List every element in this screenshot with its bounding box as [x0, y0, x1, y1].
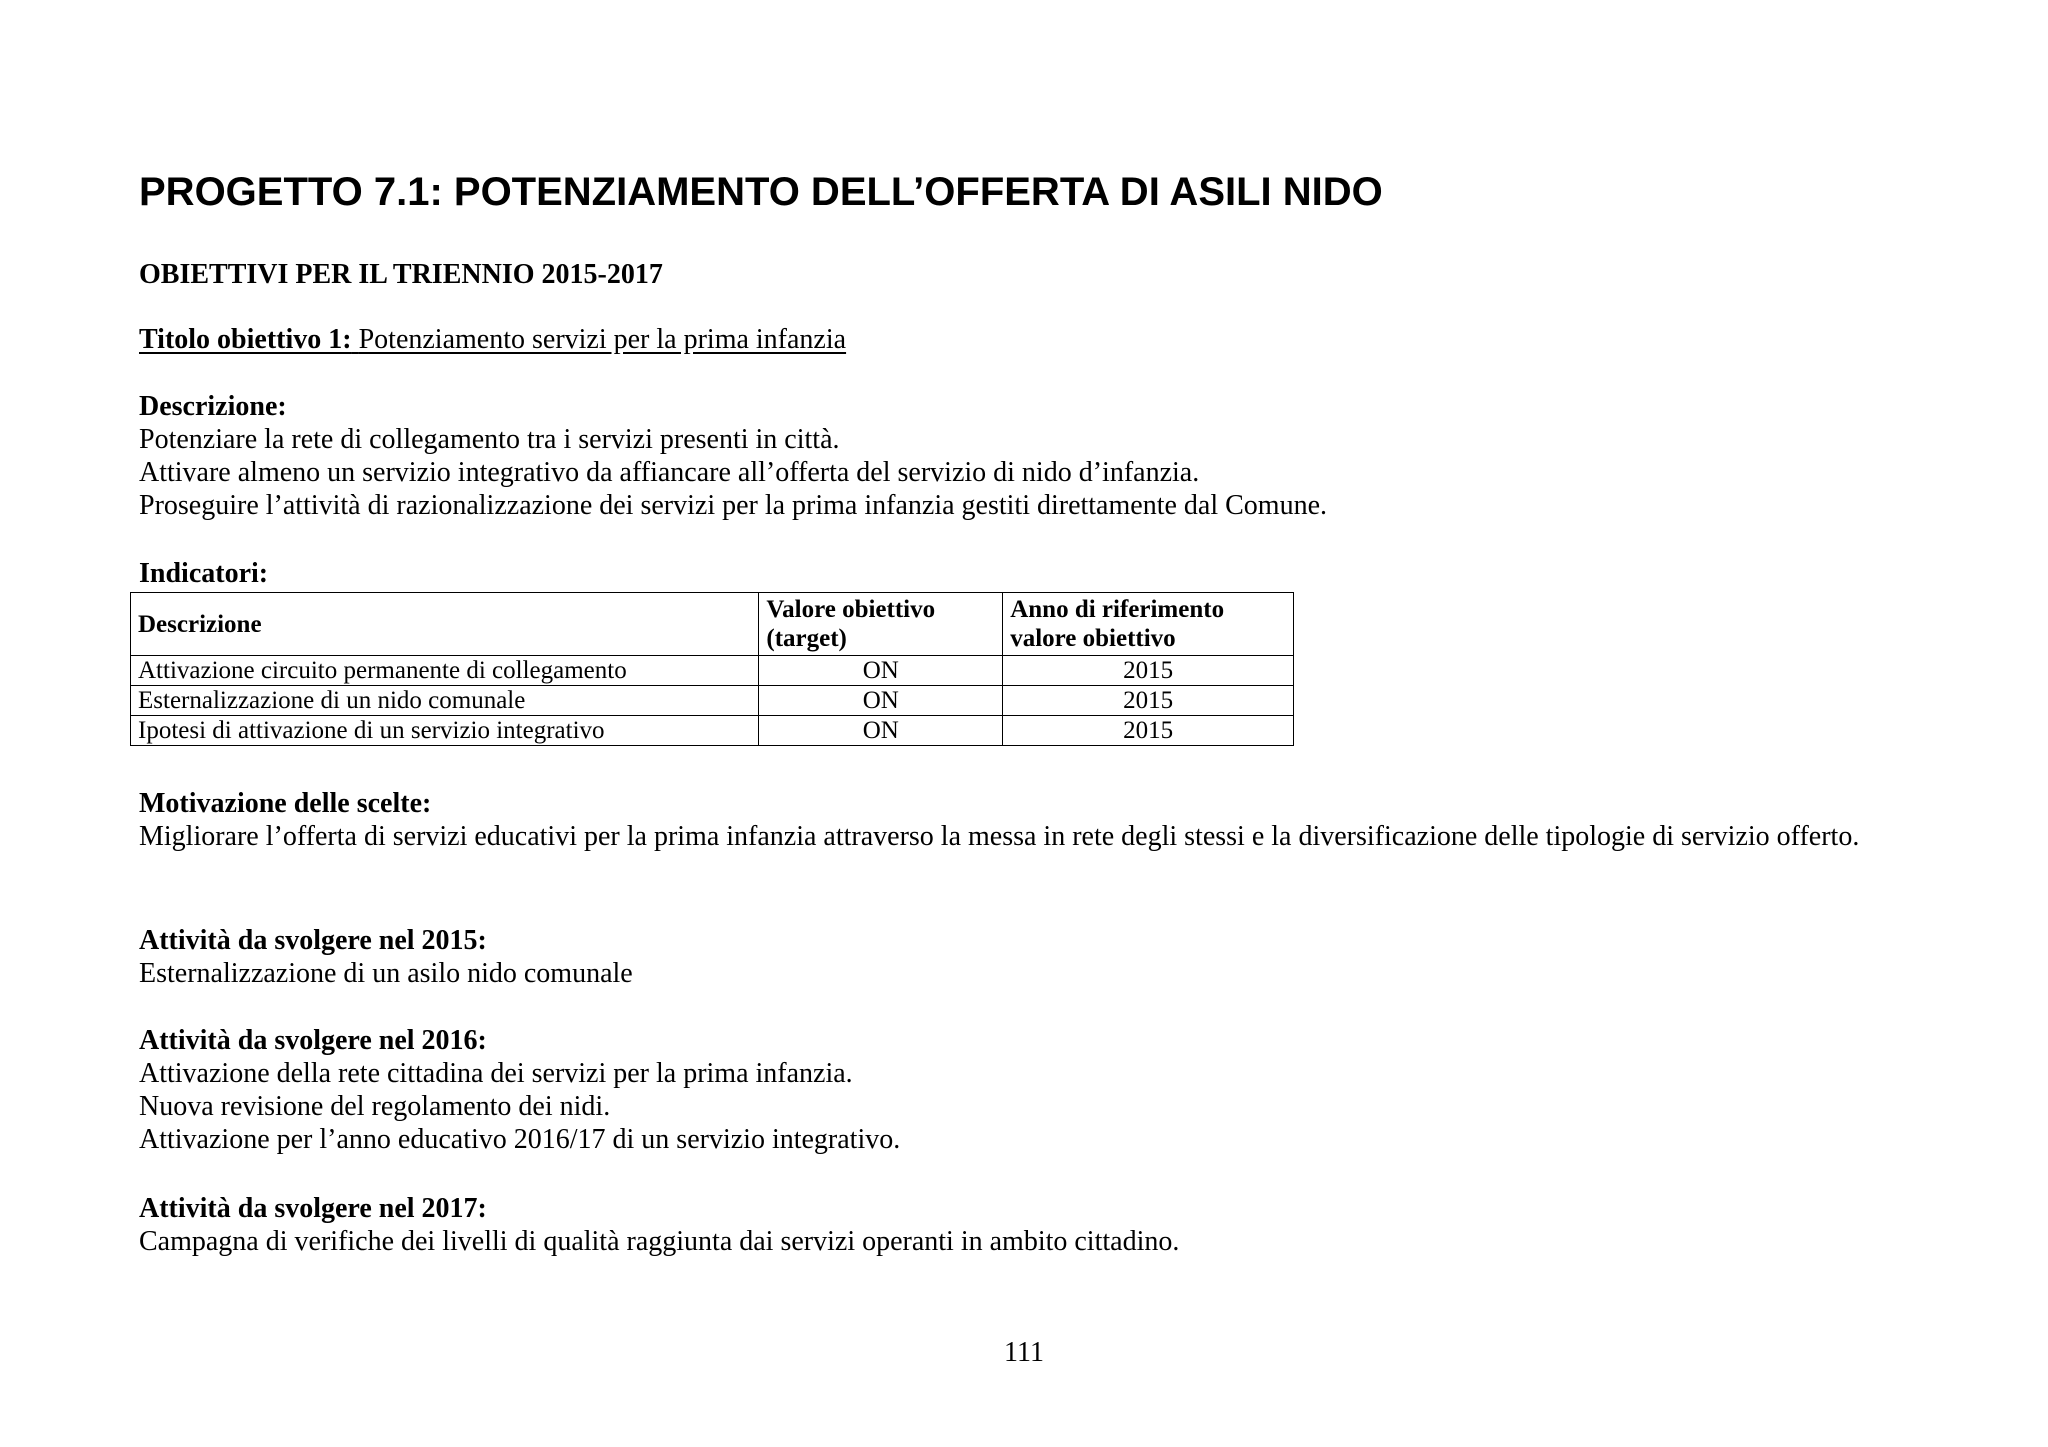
objective-title	[139, 323, 846, 357]
table-row	[131, 656, 1294, 686]
cell-target: ON	[759, 686, 1003, 716]
table-row	[131, 686, 1294, 716]
activities-2015-section	[139, 924, 633, 990]
cell-year: 2015	[1003, 686, 1294, 716]
header-line: Descrizione	[138, 610, 262, 638]
activities-heading: Attività da svolgere nel 2015:	[139, 925, 487, 956]
table-header-row	[131, 593, 1294, 656]
objective-label: Titolo obiettivo 1:	[139, 324, 352, 355]
description-heading: Descrizione:	[139, 391, 287, 422]
description-section	[139, 390, 1327, 522]
cell-year: 2015	[1003, 656, 1294, 686]
cell-target: ON	[759, 716, 1003, 746]
activity-line: Attivazione della rete cittadina dei servizi per la prima infanzia.	[139, 1058, 853, 1089]
cell-target: ON	[759, 656, 1003, 686]
page-title: PROGETTO 7.1: POTENZIAMENTO DELL’OFFERTA DI ASILI NIDO	[139, 170, 1383, 214]
objective-text: Potenziamento servizi per la prima infanzia	[358, 324, 847, 355]
description-line: Attivare almeno un servizio integrativo da affiancare all’offerta del servizio di nido d’infanzia.	[139, 457, 1200, 488]
cell-description: Attivazione circuito permanente di collegamento	[131, 656, 759, 686]
description-line: Potenziare la rete di collegamento tra i servizi presenti in città.	[139, 424, 840, 455]
indicators-table	[130, 592, 1294, 746]
cell-description: Ipotesi di attivazione di un servizio integrativo	[131, 716, 759, 746]
header-line: (target)	[766, 625, 847, 652]
motivation-heading: Motivazione delle scelte:	[139, 788, 432, 819]
header-anno-riferimento	[1003, 593, 1294, 656]
activities-2017-section	[139, 1192, 1179, 1258]
activity-line: Attivazione per l’anno educativo 2016/17 di un servizio integrativo.	[139, 1124, 901, 1155]
activities-heading: Attività da svolgere nel 2016:	[139, 1025, 487, 1056]
description-line: Proseguire l’attività di razionalizzazione dei servizi per la prima infanzia gestiti direttamente dal Comune.	[139, 490, 1327, 521]
activity-line: Campagna di verifiche dei livelli di qualità raggiunta dai servizi operanti in ambito cittadino.	[139, 1226, 1180, 1257]
cell-year: 2015	[1003, 716, 1294, 746]
table-row	[131, 716, 1294, 746]
activity-line: Nuova revisione del regolamento dei nidi.	[139, 1091, 611, 1122]
activity-line: Esternalizzazione di un asilo nido comunale	[139, 958, 633, 989]
motivation-text: Migliorare l’offerta di servizi educativi per la prima infanzia attraverso la messa in rete degli stessi e la diversificazione delle tipologie di servizio offerto.	[139, 821, 1860, 852]
indicators-heading: Indicatori:	[139, 558, 269, 589]
header-descrizione	[131, 593, 759, 656]
activities-heading: Attività da svolgere nel 2017:	[139, 1193, 487, 1224]
activities-2016-section	[139, 1024, 900, 1156]
motivation-section	[139, 787, 1899, 853]
header-line: valore obiettivo	[1010, 625, 1176, 652]
cell-description: Esternalizzazione di un nido comunale	[131, 686, 759, 716]
header-line: Anno di riferimento	[1010, 596, 1225, 623]
indicators-section	[139, 557, 268, 590]
header-line: Valore obiettivo	[766, 596, 936, 623]
page-number: 111	[1004, 1337, 1044, 1368]
header-valore-obiettivo	[759, 593, 1003, 656]
section-heading: OBIETTIVI PER IL TRIENNIO 2015-2017	[139, 259, 663, 290]
